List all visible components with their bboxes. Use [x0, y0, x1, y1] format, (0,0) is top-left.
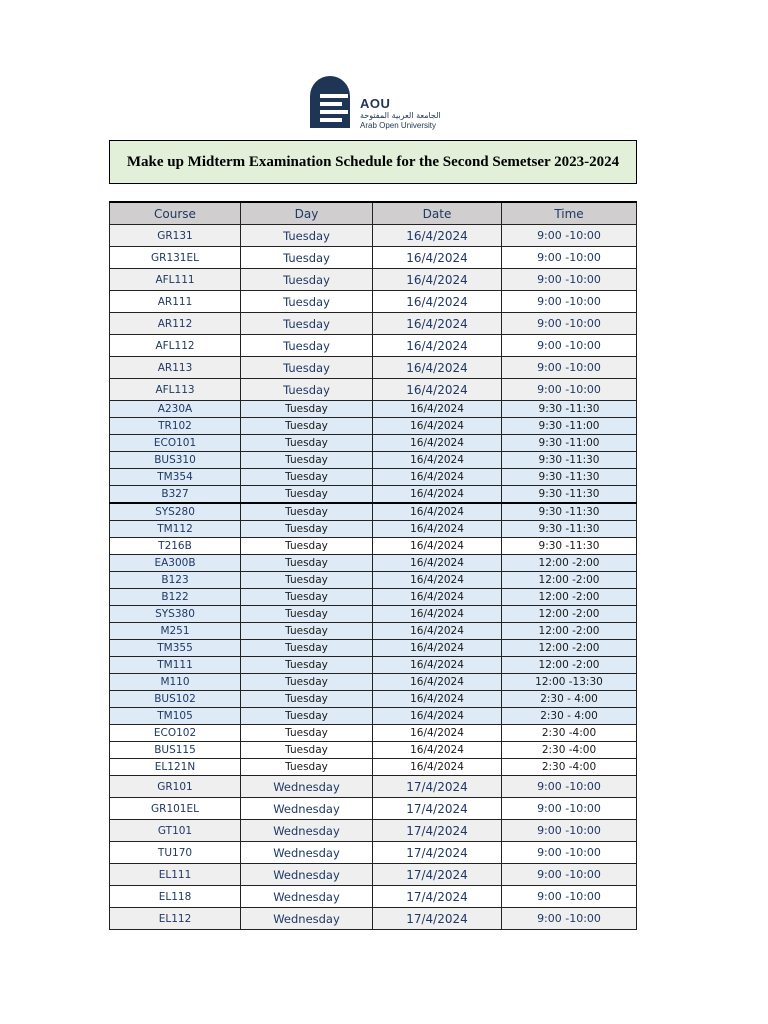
cell-date: 16/4/2024: [373, 640, 502, 657]
cell-course: EA300B: [110, 555, 241, 572]
table-row: [110, 886, 637, 908]
cell-date: 16/4/2024: [373, 725, 502, 742]
cell-date: 16/4/2024: [373, 691, 502, 708]
table-row: [110, 606, 637, 623]
cell-course: B327: [110, 486, 241, 504]
cell-course: SYS380: [110, 606, 241, 623]
table-row: [110, 247, 637, 269]
table-row: [110, 269, 637, 291]
cell-time: 9:00 -10:00: [502, 291, 637, 313]
cell-time: 9:00 -10:00: [502, 269, 637, 291]
table-row: [110, 589, 637, 606]
cell-course: ECO102: [110, 725, 241, 742]
table-row: [110, 503, 637, 521]
cell-time: 9:30 -11:30: [502, 452, 637, 469]
table-row: [110, 486, 637, 504]
cell-day: Wednesday: [241, 864, 373, 886]
cell-time: 12:00 -2:00: [502, 640, 637, 657]
cell-course: BUS102: [110, 691, 241, 708]
cell-date: 16/4/2024: [373, 335, 502, 357]
cell-course: T216B: [110, 538, 241, 555]
cell-time: 12:00 -2:00: [502, 589, 637, 606]
cell-course: GR101EL: [110, 798, 241, 820]
cell-time: 9:00 -10:00: [502, 225, 637, 247]
cell-date: 16/4/2024: [373, 291, 502, 313]
table-row: [110, 313, 637, 335]
table-row: [110, 708, 637, 725]
table-row: [110, 435, 637, 452]
cell-day: Wednesday: [241, 908, 373, 930]
cell-date: 16/4/2024: [373, 225, 502, 247]
cell-date: 16/4/2024: [373, 313, 502, 335]
cell-day: Tuesday: [241, 623, 373, 640]
cell-day: Tuesday: [241, 742, 373, 759]
cell-time: 12:00 -2:00: [502, 606, 637, 623]
table-row: [110, 291, 637, 313]
cell-date: 16/4/2024: [373, 357, 502, 379]
table-row: [110, 623, 637, 640]
cell-date: 17/4/2024: [373, 842, 502, 864]
cell-date: 16/4/2024: [373, 401, 502, 418]
cell-course: EL121N: [110, 759, 241, 776]
table-row: [110, 640, 637, 657]
cell-time: 9:00 -10:00: [502, 776, 637, 798]
cell-date: 16/4/2024: [373, 589, 502, 606]
cell-day: Tuesday: [241, 269, 373, 291]
cell-date: 16/4/2024: [373, 503, 502, 521]
cell-date: 16/4/2024: [373, 572, 502, 589]
table-row: [110, 820, 637, 842]
cell-day: Tuesday: [241, 335, 373, 357]
cell-day: Tuesday: [241, 725, 373, 742]
cell-time: 9:00 -10:00: [502, 820, 637, 842]
cell-day: Tuesday: [241, 606, 373, 623]
cell-course: TM355: [110, 640, 241, 657]
cell-date: 16/4/2024: [373, 521, 502, 538]
cell-course: AR113: [110, 357, 241, 379]
cell-day: Tuesday: [241, 589, 373, 606]
cell-course: M110: [110, 674, 241, 691]
cell-day: Tuesday: [241, 435, 373, 452]
cell-date: 16/4/2024: [373, 742, 502, 759]
cell-course: AFL113: [110, 379, 241, 401]
cell-day: Wednesday: [241, 842, 373, 864]
table-row: [110, 555, 637, 572]
cell-day: Tuesday: [241, 708, 373, 725]
table-row: [110, 357, 637, 379]
cell-course: GR131: [110, 225, 241, 247]
cell-time: 12:00 -2:00: [502, 555, 637, 572]
logo-abbreviation: AOU: [360, 96, 391, 111]
cell-day: Tuesday: [241, 418, 373, 435]
cell-date: 17/4/2024: [373, 908, 502, 930]
cell-time: 2:30 -4:00: [502, 725, 637, 742]
cell-day: Tuesday: [241, 247, 373, 269]
cell-time: 9:30 -11:30: [502, 401, 637, 418]
cell-course: BUS310: [110, 452, 241, 469]
cell-course: EL118: [110, 886, 241, 908]
cell-day: Tuesday: [241, 640, 373, 657]
cell-time: 2:30 -4:00: [502, 742, 637, 759]
cell-course: AR112: [110, 313, 241, 335]
cell-day: Tuesday: [241, 521, 373, 538]
cell-date: 16/4/2024: [373, 379, 502, 401]
table-row: [110, 798, 637, 820]
header-course: Course: [110, 202, 241, 225]
cell-course: BUS115: [110, 742, 241, 759]
cell-time: 2:30 -4:00: [502, 759, 637, 776]
table-row: [110, 401, 637, 418]
table-row: [110, 452, 637, 469]
table-row: [110, 469, 637, 486]
cell-time: 9:00 -10:00: [502, 313, 637, 335]
header-day: Day: [241, 202, 373, 225]
cell-day: Tuesday: [241, 657, 373, 674]
cell-time: 9:30 -11:00: [502, 418, 637, 435]
table-row: [110, 725, 637, 742]
aou-logo-mark-icon: [310, 76, 356, 128]
cell-day: Tuesday: [241, 313, 373, 335]
logo-english-name: Arab Open University: [360, 121, 437, 130]
cell-date: 16/4/2024: [373, 606, 502, 623]
table-row: [110, 759, 637, 776]
cell-day: Tuesday: [241, 357, 373, 379]
cell-day: Tuesday: [241, 225, 373, 247]
cell-time: 9:30 -11:30: [502, 521, 637, 538]
cell-course: ECO101: [110, 435, 241, 452]
page-title: Make up Midterm Examination Schedule for the Second Semetser 2023-2024: [109, 140, 637, 184]
table-row: [110, 842, 637, 864]
cell-course: B123: [110, 572, 241, 589]
cell-date: 16/4/2024: [373, 538, 502, 555]
cell-date: 16/4/2024: [373, 435, 502, 452]
table-row: [110, 521, 637, 538]
cell-time: 2:30 - 4:00: [502, 708, 637, 725]
cell-time: 9:30 -11:30: [502, 486, 637, 504]
cell-date: 16/4/2024: [373, 469, 502, 486]
table-row: [110, 379, 637, 401]
cell-date: 16/4/2024: [373, 674, 502, 691]
cell-date: 16/4/2024: [373, 708, 502, 725]
cell-time: 9:00 -10:00: [502, 335, 637, 357]
table-row: [110, 335, 637, 357]
cell-course: TM105: [110, 708, 241, 725]
cell-course: EL111: [110, 864, 241, 886]
cell-day: Tuesday: [241, 759, 373, 776]
cell-time: 12:00 -2:00: [502, 657, 637, 674]
table-row: [110, 674, 637, 691]
cell-day: Tuesday: [241, 452, 373, 469]
cell-date: 16/4/2024: [373, 555, 502, 572]
cell-course: SYS280: [110, 503, 241, 521]
cell-time: 12:00 -13:30: [502, 674, 637, 691]
table-row: [110, 908, 637, 930]
cell-day: Wednesday: [241, 798, 373, 820]
cell-time: 9:00 -10:00: [502, 864, 637, 886]
cell-day: Tuesday: [241, 674, 373, 691]
cell-time: 9:30 -11:30: [502, 503, 637, 521]
cell-day: Tuesday: [241, 691, 373, 708]
cell-day: Tuesday: [241, 538, 373, 555]
cell-time: 9:00 -10:00: [502, 842, 637, 864]
cell-day: Tuesday: [241, 572, 373, 589]
table-row: [110, 864, 637, 886]
cell-course: M251: [110, 623, 241, 640]
table-row: [110, 657, 637, 674]
cell-course: GT101: [110, 820, 241, 842]
cell-time: 9:00 -10:00: [502, 798, 637, 820]
cell-course: EL112: [110, 908, 241, 930]
cell-date: 16/4/2024: [373, 247, 502, 269]
cell-course: TM112: [110, 521, 241, 538]
aou-logo: [306, 70, 472, 134]
cell-time: 12:00 -2:00: [502, 572, 637, 589]
cell-date: 16/4/2024: [373, 657, 502, 674]
table-row: [110, 418, 637, 435]
cell-date: 17/4/2024: [373, 864, 502, 886]
cell-date: 16/4/2024: [373, 759, 502, 776]
cell-time: 9:00 -10:00: [502, 908, 637, 930]
cell-date: 17/4/2024: [373, 798, 502, 820]
header-date: Date: [373, 202, 502, 225]
cell-day: Wednesday: [241, 776, 373, 798]
cell-day: Tuesday: [241, 503, 373, 521]
cell-date: 16/4/2024: [373, 486, 502, 504]
cell-course: GR131EL: [110, 247, 241, 269]
table-row: [110, 742, 637, 759]
cell-day: Wednesday: [241, 886, 373, 908]
cell-date: 17/4/2024: [373, 886, 502, 908]
table-row: [110, 776, 637, 798]
cell-time: 9:30 -11:30: [502, 538, 637, 555]
cell-date: 16/4/2024: [373, 418, 502, 435]
table-row: [110, 691, 637, 708]
cell-day: Tuesday: [241, 486, 373, 504]
cell-course: AR111: [110, 291, 241, 313]
cell-course: A230A: [110, 401, 241, 418]
cell-time: 9:00 -10:00: [502, 247, 637, 269]
table-row: [110, 225, 637, 247]
cell-date: 16/4/2024: [373, 269, 502, 291]
cell-day: Tuesday: [241, 291, 373, 313]
cell-day: Tuesday: [241, 379, 373, 401]
logo-arabic-name: الجامعة العربية المفتوحة: [360, 111, 441, 120]
table-header-row: [110, 202, 637, 225]
cell-time: 9:30 -11:30: [502, 469, 637, 486]
cell-date: 16/4/2024: [373, 623, 502, 640]
table-row: [110, 572, 637, 589]
cell-date: 16/4/2024: [373, 452, 502, 469]
cell-course: TM354: [110, 469, 241, 486]
cell-course: TM111: [110, 657, 241, 674]
cell-day: Wednesday: [241, 820, 373, 842]
cell-course: TR102: [110, 418, 241, 435]
exam-schedule-table: [109, 201, 637, 930]
cell-time: 9:30 -11:00: [502, 435, 637, 452]
cell-time: 9:00 -10:00: [502, 886, 637, 908]
cell-time: 9:00 -10:00: [502, 357, 637, 379]
cell-time: 9:00 -10:00: [502, 379, 637, 401]
cell-course: AFL111: [110, 269, 241, 291]
cell-course: TU170: [110, 842, 241, 864]
cell-day: Tuesday: [241, 469, 373, 486]
header-time: Time: [502, 202, 637, 225]
cell-course: GR101: [110, 776, 241, 798]
cell-day: Tuesday: [241, 555, 373, 572]
cell-time: 2:30 - 4:00: [502, 691, 637, 708]
cell-course: AFL112: [110, 335, 241, 357]
table-row: [110, 538, 637, 555]
cell-date: 17/4/2024: [373, 776, 502, 798]
cell-course: B122: [110, 589, 241, 606]
cell-day: Tuesday: [241, 401, 373, 418]
cell-date: 17/4/2024: [373, 820, 502, 842]
cell-time: 12:00 -2:00: [502, 623, 637, 640]
